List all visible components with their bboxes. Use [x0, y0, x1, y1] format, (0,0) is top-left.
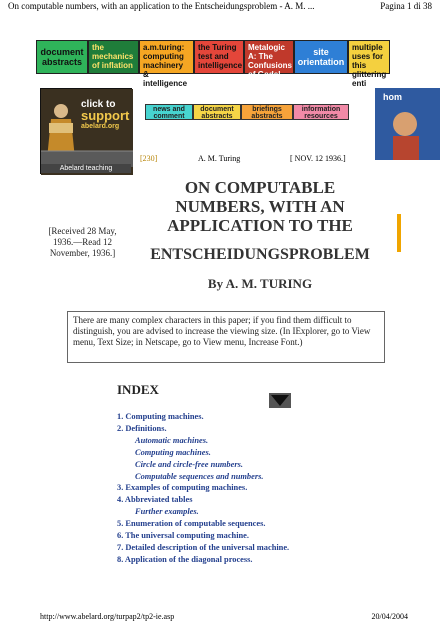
- footer-date: 20/04/2004: [371, 612, 408, 621]
- toc-subitem[interactable]: Computable sequences and numbers.: [135, 471, 264, 481]
- toc-item[interactable]: 1. Computing machines.: [117, 412, 204, 421]
- running-author: A. M. Turing: [198, 154, 241, 163]
- banner-mechanics-of-inflation[interactable]: the mechanics of inflation: [88, 40, 139, 74]
- home-thumb-label: hom: [383, 92, 402, 102]
- logo-text: [81, 99, 129, 132]
- subnav-document-abstracts[interactable]: document abstracts: [193, 104, 241, 120]
- title-line-3: APPLICATION TO THE: [167, 216, 353, 235]
- down-arrow-icon[interactable]: [271, 395, 289, 406]
- support-abelard-logo[interactable]: [40, 88, 132, 174]
- banner-metalogic[interactable]: Metalogic A: The Confusions of Godel: [244, 40, 294, 74]
- banner-turing-computing-machinery[interactable]: a.m.turing: computing machinery & intelligence: [139, 40, 194, 74]
- logo-line1: click to: [81, 99, 116, 110]
- toc-subitem[interactable]: Automatic machines.: [135, 435, 209, 445]
- page-reference: [230]: [140, 154, 158, 163]
- paper-title: [130, 178, 390, 235]
- toc-subitem[interactable]: Computing machines.: [135, 447, 211, 457]
- toc-subitem[interactable]: Circle and circle-free numbers.: [135, 459, 243, 469]
- paper-title-last-line: ENTSCHEIDUNGSPROBLEM: [150, 246, 370, 263]
- toc-item[interactable]: 4. Abbreviated tables: [117, 495, 193, 505]
- toc-item[interactable]: 3. Examples of computing machines.: [117, 483, 248, 493]
- subnav-information-resources[interactable]: information resources: [293, 104, 349, 120]
- logo-line3: abelard.org: [81, 123, 120, 130]
- received-note: [Received 28 May, 1936.—Read 12 November, 1936.]: [48, 226, 117, 258]
- author-byline: By A. M. TURING: [207, 276, 313, 291]
- footer-url: http://www.abelard.org/turpap2/tp2-ie.asp: [40, 612, 175, 621]
- secondary-nav: [145, 104, 349, 120]
- index-heading: INDEX: [117, 382, 159, 397]
- toc-item[interactable]: 5. Enumeration of computable sequences.: [117, 519, 266, 529]
- top-banner-nav: [36, 40, 390, 88]
- page-indicator: Pagina 1 di 38: [380, 1, 432, 11]
- toc-item[interactable]: 2. Definitions.: [117, 423, 167, 433]
- toc-item[interactable]: 6. The universal computing machine.: [117, 531, 249, 541]
- banner-document-abstracts[interactable]: document abstracts: [36, 40, 88, 74]
- title-line-1: ON COMPUTABLE: [184, 178, 336, 197]
- toc-item[interactable]: 8. Application of the diagonal process.: [117, 554, 253, 564]
- viewing-notice: There are many complex characters in this paper; if you find them difficult to distinguish, you are advised to increase the viewing size. (In IExplorer, go to View menu, Text Size; in Netscape, go to View menu, Increase Font.): [67, 311, 385, 363]
- logo-footer: Abelard teaching: [41, 164, 131, 173]
- toc-subitem[interactable]: Further examples.: [135, 507, 199, 517]
- subnav-briefings-abstracts[interactable]: briefings abstracts: [241, 104, 293, 120]
- banner-multiple-uses[interactable]: multiple uses for this glittering enti: [348, 40, 390, 74]
- subnav-news-and-comment[interactable]: news and comment: [145, 104, 193, 120]
- banner-turing-test[interactable]: the Turing test and intelligence: [194, 40, 244, 74]
- logo-line2: support: [81, 108, 130, 123]
- home-thumbnail[interactable]: [375, 88, 440, 160]
- running-date: [ NOV. 12 1936.]: [290, 154, 346, 163]
- banner-site-orientation[interactable]: site orientation: [294, 40, 348, 74]
- page-header-title: On computable numbers, with an application to the Entscheidungsproblem - A. M. ...: [8, 1, 315, 11]
- toc-item[interactable]: 7. Detailed description of the universal machine.: [117, 542, 290, 552]
- accent-bar: [397, 214, 401, 252]
- title-line-2: NUMBERS, WITH AN: [175, 197, 345, 216]
- index-list: [117, 411, 297, 566]
